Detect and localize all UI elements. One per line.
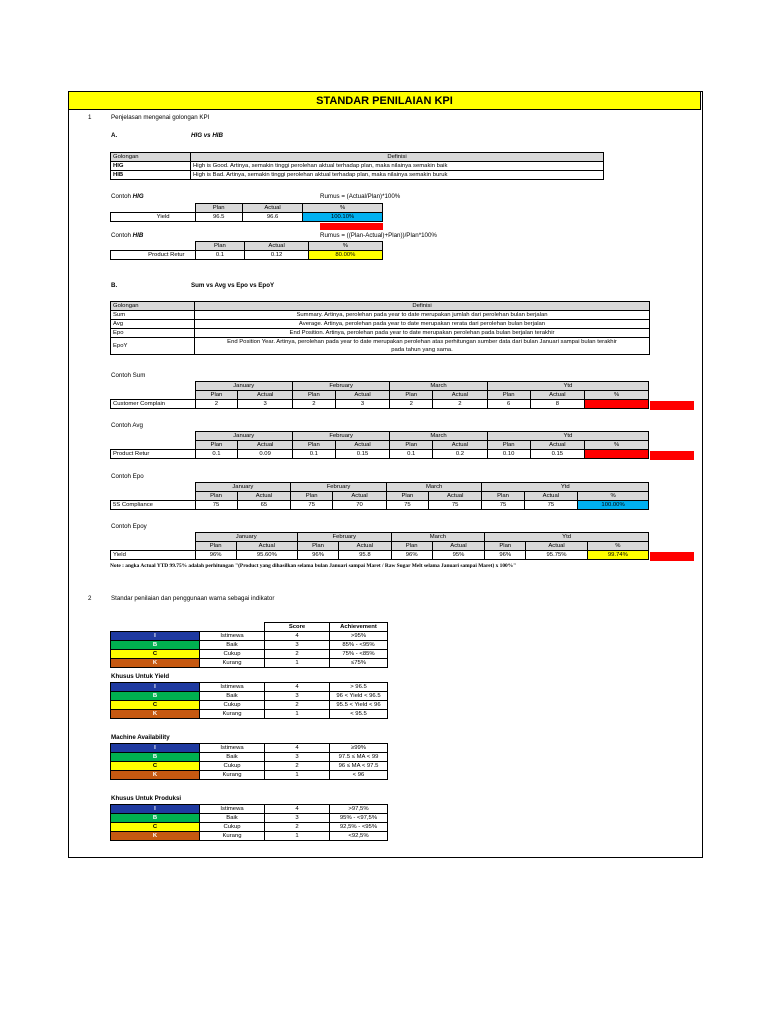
hib-actual: 0.12 <box>245 251 308 260</box>
value-cell: 95.75% <box>526 551 587 560</box>
grade-score: 4 <box>265 805 330 814</box>
red-indicator-bar <box>650 552 694 561</box>
grade-score: 2 <box>265 650 330 659</box>
grade-achievement: >95% <box>330 632 388 641</box>
score-header: Score <box>265 623 330 632</box>
grade-achievement: 95.5 < Yield < 96 <box>330 701 388 710</box>
red-indicator-bar <box>320 223 383 230</box>
plan-header: Plan <box>482 492 524 501</box>
grade-achievement: >97,5% <box>330 805 388 814</box>
plan-header: Plan <box>195 242 245 251</box>
grade-achievement: < 96 <box>330 771 388 780</box>
grade-name: Cukup <box>200 762 265 771</box>
plan-header: Plan <box>195 204 242 213</box>
page-title: STANDAR PENILAIAN KPI <box>68 91 701 110</box>
grade-code: C <box>111 650 200 659</box>
plan-header: Plan <box>391 542 432 551</box>
golongan-hig: HIG <box>111 162 191 171</box>
actual-header: Actual <box>245 242 308 251</box>
month-header: March <box>390 432 487 441</box>
month-header: February <box>297 533 391 542</box>
score-table <box>110 622 388 668</box>
golongan-epoy: EpoY <box>111 338 195 355</box>
month-header: March <box>386 483 482 492</box>
value-cell: 96% <box>195 551 236 560</box>
value-cell: 65 <box>237 501 291 510</box>
actual-header: Actual <box>428 492 482 501</box>
pct-header: % <box>578 492 649 501</box>
plan-header: Plan <box>195 391 238 400</box>
pct-header: % <box>585 391 649 400</box>
grade-score: 1 <box>265 659 330 668</box>
value-cell: 0.15 <box>530 450 585 459</box>
grade-name: Kurang <box>200 771 265 780</box>
example-label: Contoh Avg <box>111 422 143 429</box>
grade-name: Baik <box>200 692 265 701</box>
grade-achievement: 92,5% - <95% <box>330 823 388 832</box>
grade-name: Baik <box>200 814 265 823</box>
actual-header: Actual <box>432 542 484 551</box>
achievement-header: Achievement <box>330 623 388 632</box>
grade-code: C <box>111 701 200 710</box>
actual-header: Actual <box>237 492 291 501</box>
grade-code: K <box>111 659 200 668</box>
grade-name: Cukup <box>200 650 265 659</box>
month-header: February <box>292 382 389 391</box>
grade-achievement: 85% - <95% <box>330 641 388 650</box>
example-item: Customer Complain <box>111 400 196 409</box>
blank-cell <box>111 492 196 501</box>
grade-name: Baik <box>200 753 265 762</box>
definisi-hig: High is Good. Artinya, semakin tinggi perolehan aktual terhadap plan, maka nilainya semakin baik <box>191 162 604 171</box>
grade-achievement: 95% - <97,5% <box>330 814 388 823</box>
grade-achievement: 97.5 ≤ MA < 99 <box>330 753 388 762</box>
pct-header: % <box>303 204 383 213</box>
grade-code: B <box>111 753 200 762</box>
blank-cell <box>111 391 196 400</box>
section-2-heading: Standar penilaian dan penggunaan warna sebagai indikator <box>111 595 275 602</box>
definisi-hib: High is Bad. Artinya, semakin tinggi perolehan aktual terhadap plan, maka nilainya semakin buruk <box>191 171 604 180</box>
value-cell: 3 <box>335 400 390 409</box>
grade-code: C <box>111 823 200 832</box>
actual-header: Actual <box>333 492 387 501</box>
pct-header: % <box>308 242 382 251</box>
formula-hig: Rumus = (Actual/Plan)*100% <box>320 193 401 200</box>
definisi-epoy: End Position Year. Artinya, perolehan pada year to date merupakan perolehan atas perhitungan sumber data dari bulan Januari sampai bulan terakhir pada tahun yang sama. <box>195 338 650 355</box>
grade-name: Cukup <box>200 701 265 710</box>
plan-header: Plan <box>386 492 428 501</box>
grade-score: 4 <box>265 632 330 641</box>
grade-code: K <box>111 832 200 841</box>
value-cell: 95.60% <box>236 551 297 560</box>
plan-header: Plan <box>292 441 335 450</box>
value-cell: 3 <box>238 400 293 409</box>
hig-actual: 96.6 <box>242 213 302 222</box>
pct-header: % <box>587 542 648 551</box>
grade-code: K <box>111 710 200 719</box>
plan-header: Plan <box>195 542 236 551</box>
example-table <box>110 532 649 560</box>
definisi-epo: End Position. Artinya, perolehan pada year to date merupakan perolehan pada bulan berjalan terakhir <box>195 329 650 338</box>
grade-score: 3 <box>265 692 330 701</box>
value-cell: 8 <box>530 400 585 409</box>
month-header: Ytd <box>487 432 648 441</box>
value-cell: 2 <box>390 400 433 409</box>
month-header: March <box>391 533 485 542</box>
month-header: January <box>195 483 291 492</box>
grade-achievement: <92,5% <box>330 832 388 841</box>
grade-achievement: ≥99% <box>330 744 388 753</box>
example-item: Yield <box>111 551 196 560</box>
grade-code: K <box>111 771 200 780</box>
month-header: January <box>195 533 297 542</box>
grade-score: 3 <box>265 814 330 823</box>
grade-code: B <box>111 641 200 650</box>
subsection-a-title: HIG vs HIB <box>191 132 223 139</box>
blank-cell <box>111 432 196 441</box>
grade-code: I <box>111 683 200 692</box>
grade-code: C <box>111 762 200 771</box>
score-group-title: Khusus Untuk Produksi <box>111 795 182 802</box>
value-cell: 0.10 <box>487 450 530 459</box>
grade-name: Cukup <box>200 823 265 832</box>
plan-header: Plan <box>390 441 433 450</box>
hib-plan: 0.1 <box>195 251 245 260</box>
value-cell: 0.2 <box>433 450 488 459</box>
grade-name: Baik <box>200 641 265 650</box>
month-header: February <box>292 432 389 441</box>
plan-header: Plan <box>487 391 530 400</box>
grade-achievement: < 95.5 <box>330 710 388 719</box>
red-indicator-bar <box>650 451 694 460</box>
hig-example-table <box>110 203 383 222</box>
month-header: Ytd <box>487 382 648 391</box>
grade-score: 4 <box>265 683 330 692</box>
score-table <box>110 743 388 780</box>
example-pct: 66.67% <box>585 400 649 409</box>
note-text: Note : angka Actual YTD 99.75% adalah perhitungan "(Product yang dihasilkan selama bulan Januari sampai Maret / Raw Sugar Melt selama Januari sampai Maret) x 100%" <box>110 563 517 569</box>
example-hig-label: Contoh HIG <box>111 193 144 200</box>
grade-score: 1 <box>265 771 330 780</box>
actual-header: Actual <box>238 391 293 400</box>
actual-header: Actual <box>524 492 578 501</box>
example-pct: 99.74% <box>587 551 648 560</box>
plan-header: Plan <box>292 391 335 400</box>
example-item: 5S Compliance <box>111 501 196 510</box>
score-group-title: Machine Availability <box>111 734 170 741</box>
value-cell: 75 <box>195 501 237 510</box>
value-cell: 96% <box>485 551 526 560</box>
grade-name: Istimewa <box>200 805 265 814</box>
grade-achievement: 96 ≤ MA < 97.5 <box>330 762 388 771</box>
blank-cell <box>111 483 196 492</box>
blank-cell <box>200 623 265 632</box>
actual-header: Actual <box>433 441 488 450</box>
golongan-hib: HIB <box>111 171 191 180</box>
grade-code: B <box>111 814 200 823</box>
blank-cell <box>111 533 196 542</box>
grade-name: Istimewa <box>200 683 265 692</box>
example-pct: 100.00% <box>578 501 649 510</box>
grade-name: Istimewa <box>200 632 265 641</box>
grade-achievement: 75% - <85% <box>330 650 388 659</box>
value-cell: 96% <box>391 551 432 560</box>
example-hib-label: Contoh HIB <box>111 232 144 239</box>
example-item: Product Retur <box>111 450 196 459</box>
score-group-title: Khusus Untuk Yield <box>111 673 170 680</box>
value-cell: 2 <box>433 400 488 409</box>
pct-header: % <box>585 441 649 450</box>
grade-score: 1 <box>265 832 330 841</box>
grade-code: I <box>111 632 200 641</box>
example-table <box>110 431 649 459</box>
grade-achievement: > 96.5 <box>330 683 388 692</box>
value-cell: 2 <box>195 400 238 409</box>
subsection-b-label: B. <box>111 282 118 289</box>
month-header: February <box>291 483 387 492</box>
actual-header: Actual <box>236 542 297 551</box>
golongan-avg: Avg <box>111 320 195 329</box>
grade-score: 2 <box>265 701 330 710</box>
grade-score: 4 <box>265 744 330 753</box>
col-golongan: Golongan <box>111 302 195 311</box>
grade-score: 2 <box>265 762 330 771</box>
value-cell: 75 <box>482 501 524 510</box>
blank-cell <box>111 382 196 391</box>
col-definisi: Definisi <box>191 153 604 162</box>
hib-pct: 80.00% <box>308 251 382 260</box>
value-cell: 95% <box>432 551 484 560</box>
grade-code: I <box>111 805 200 814</box>
sum-avg-epo-definition-table <box>110 301 650 355</box>
definisi-avg: Average. Artinya, perolehan pada year to date merupakan rerata dari perolehan bulan berjalan <box>195 320 650 329</box>
value-cell: 75 <box>524 501 578 510</box>
plan-header: Plan <box>487 441 530 450</box>
plan-header: Plan <box>291 492 333 501</box>
value-cell: 75 <box>428 501 482 510</box>
section-1-number: 1 <box>88 114 92 121</box>
section-1-heading: Penjelasan mengenai golongan KPI <box>111 114 210 121</box>
month-header: January <box>195 432 292 441</box>
hig-plan: 96.5 <box>195 213 242 222</box>
grade-name: Kurang <box>200 832 265 841</box>
grade-score: 3 <box>265 641 330 650</box>
hig-hib-definition-table <box>110 152 604 180</box>
blank-cell <box>111 441 196 450</box>
value-cell: 75 <box>386 501 428 510</box>
value-cell: 2 <box>292 400 335 409</box>
grade-score: 1 <box>265 710 330 719</box>
plan-header: Plan <box>485 542 526 551</box>
value-cell: 0.1 <box>195 450 238 459</box>
actual-header: Actual <box>335 441 390 450</box>
example-label: Contoh Epoy <box>111 523 147 530</box>
value-cell: 0.09 <box>238 450 293 459</box>
actual-header: Actual <box>335 391 390 400</box>
plan-header: Plan <box>195 492 237 501</box>
value-cell: 95.8 <box>339 551 391 560</box>
actual-header: Actual <box>238 441 293 450</box>
actual-header: Actual <box>339 542 391 551</box>
grade-name: Kurang <box>200 659 265 668</box>
hig-item: Yield <box>111 213 196 222</box>
grade-achievement: ≤75% <box>330 659 388 668</box>
score-table <box>110 682 388 719</box>
blank-cell <box>111 542 196 551</box>
actual-header: Actual <box>242 204 302 213</box>
grade-code: B <box>111 692 200 701</box>
golongan-sum: Sum <box>111 311 195 320</box>
actual-header: Actual <box>530 391 585 400</box>
value-cell: 96% <box>297 551 338 560</box>
red-indicator-bar <box>650 401 694 410</box>
grade-code: I <box>111 744 200 753</box>
value-cell: 70 <box>333 501 387 510</box>
grade-name: Kurang <box>200 710 265 719</box>
actual-header: Actual <box>530 441 585 450</box>
month-header: Ytd <box>485 533 649 542</box>
example-label: Contoh Epo <box>111 473 144 480</box>
grade-name: Istimewa <box>200 744 265 753</box>
month-header: March <box>390 382 487 391</box>
definisi-sum: Summary. Artinya, perolehan pada year to date merupakan jumlah dari perolehan bulan berjalan <box>195 311 650 320</box>
example-label: Contoh Sum <box>111 372 146 379</box>
score-table <box>110 804 388 841</box>
actual-header: Actual <box>433 391 488 400</box>
value-cell: 6 <box>487 400 530 409</box>
golongan-epo: Epo <box>111 329 195 338</box>
plan-header: Plan <box>297 542 338 551</box>
blank-cell <box>111 623 200 632</box>
plan-header: Plan <box>390 391 433 400</box>
subsection-a-label: A. <box>111 132 118 139</box>
grade-achievement: 96 < Yield < 96.5 <box>330 692 388 701</box>
example-table <box>110 381 649 409</box>
month-header: January <box>195 382 292 391</box>
plan-header: Plan <box>195 441 238 450</box>
example-table <box>110 482 649 510</box>
hib-item: Product Retur <box>111 251 196 260</box>
example-pct: 53.33% <box>585 450 649 459</box>
subsection-b-title: Sum vs Avg vs Epo vs EpoY <box>191 282 275 289</box>
col-definisi: Definisi <box>195 302 650 311</box>
actual-header: Actual <box>526 542 587 551</box>
col-golongan: Golongan <box>111 153 191 162</box>
value-cell: 75 <box>291 501 333 510</box>
value-cell: 0.15 <box>335 450 390 459</box>
hib-example-table <box>110 241 383 260</box>
hig-pct: 100.10% <box>303 213 383 222</box>
month-header: Ytd <box>482 483 649 492</box>
value-cell: 0.1 <box>390 450 433 459</box>
grade-score: 3 <box>265 753 330 762</box>
formula-hib: Rumus = ((Plan-Actual)+Plan))/Plan*100% <box>320 232 437 239</box>
value-cell: 0.1 <box>292 450 335 459</box>
grade-score: 2 <box>265 823 330 832</box>
section-2-number: 2 <box>88 595 92 602</box>
